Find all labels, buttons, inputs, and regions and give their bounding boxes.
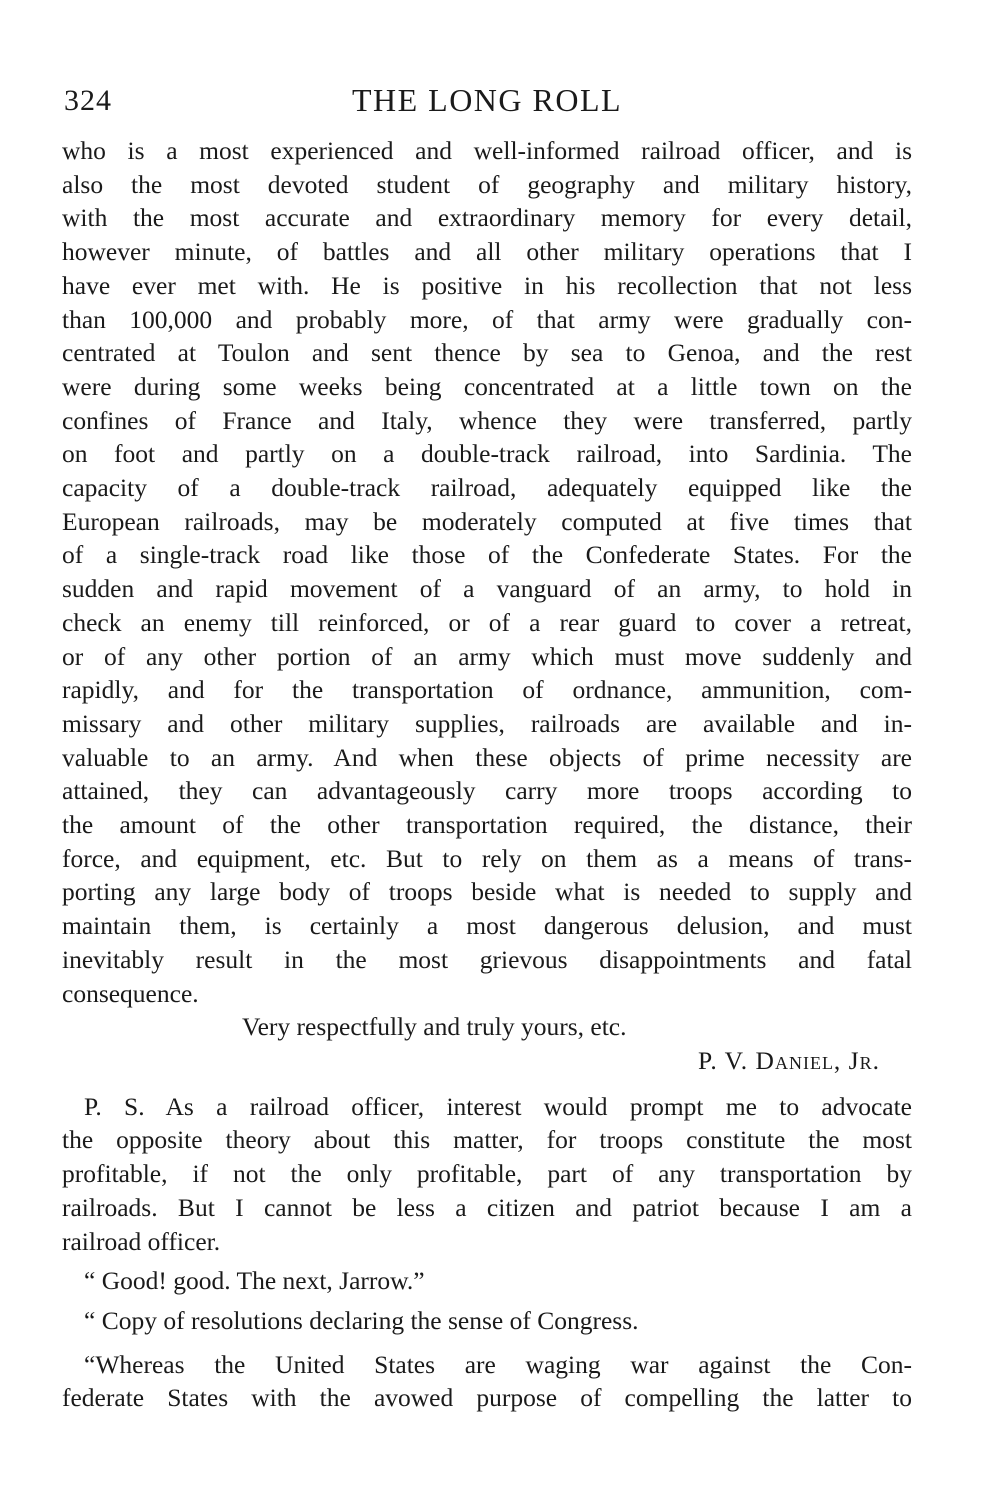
text-line: railroads. But I cannot be less a citizen and patriot because I am a bbox=[62, 1192, 912, 1222]
whereas-paragraph bbox=[62, 1348, 912, 1415]
page-header bbox=[62, 78, 912, 134]
book-page bbox=[62, 78, 912, 1415]
text-line: consequence. bbox=[62, 978, 199, 1008]
text-line: federate States with the avowed purpose of compelling the latter to bbox=[62, 1383, 912, 1413]
text-line: who is a most experienced and well-informed railroad officer, and is bbox=[62, 136, 912, 165]
text-line: force, and equipment, etc. But to rely on them as a means of trans- bbox=[62, 843, 912, 873]
letter-signature: P. V. Daniel, Jr. bbox=[698, 1045, 880, 1075]
letter-body bbox=[62, 134, 912, 1010]
text-line: however minute, of battles and all other military operations that I bbox=[62, 237, 912, 267]
text-line: have ever met with. He is positive in his recollection that not less bbox=[62, 270, 912, 300]
text-line: missary and other military supplies, railroads are available and in- bbox=[62, 708, 912, 738]
text-line: profitable, if not the only profitable, part of any transportation by bbox=[62, 1159, 912, 1189]
letter-closing: Very respectfully and truly yours, etc. bbox=[242, 1012, 627, 1042]
text-line: of a single-track road like those of the Confederate States. For the bbox=[62, 540, 912, 570]
text-line: the opposite theory about this matter, for troops constitute the most bbox=[62, 1125, 912, 1155]
dialogue-line: “ Copy of resolutions declaring the sense of Congress. bbox=[84, 1305, 639, 1335]
text-line: porting any large body of troops beside what is needed to supply and bbox=[62, 877, 912, 907]
text-line: on foot and partly on a double-track railroad, into Sardinia. The bbox=[62, 439, 912, 469]
text-line: P. S. As a railroad officer, interest would prompt me to advocate bbox=[84, 1091, 912, 1121]
text-line: or of any other portion of an army which must move suddenly and bbox=[62, 641, 912, 671]
text-line: confines of France and Italy, whence they were transferred, partly bbox=[62, 405, 912, 435]
text-line: with the most accurate and extraordinary memory for every detail, bbox=[62, 203, 912, 233]
running-title: THE LONG ROLL bbox=[351, 82, 623, 118]
text-line: sudden and rapid movement of a vanguard of an army, to hold in bbox=[62, 574, 912, 604]
text-line: were during some weeks being concentrated at a little town on the bbox=[62, 371, 912, 401]
text-line: inevitably result in the most grievous disappointments and fatal bbox=[62, 944, 912, 974]
page-number: 324 bbox=[64, 84, 112, 117]
text-line: maintain them, is certainly a most dangerous delusion, and must bbox=[62, 911, 912, 941]
text-line: valuable to an army. And when these objects of prime necessity are bbox=[62, 742, 912, 772]
text-line: “Whereas the United States are waging war against the Con- bbox=[84, 1349, 912, 1379]
text-line: capacity of a double-track railroad, adequately equipped like the bbox=[62, 473, 912, 503]
text-line: centrated at Toulon and sent thence by sea to Genoa, and the rest bbox=[62, 338, 912, 368]
postscript bbox=[62, 1090, 912, 1259]
text-line: attained, they can advantageously carry more troops according to bbox=[62, 776, 912, 806]
text-line: than 100,000 and probably more, of that army were gradually con- bbox=[62, 304, 912, 334]
text-line: railroad officer. bbox=[62, 1226, 221, 1256]
dialogue-line: “ Good! good. The next, Jarrow.” bbox=[84, 1266, 425, 1296]
text-line: the amount of the other transportation required, the distance, their bbox=[62, 810, 912, 840]
text-line: rapidly, and for the transportation of ordnance, ammunition, com- bbox=[62, 675, 912, 705]
text-line: also the most devoted student of geography and military history, bbox=[62, 169, 912, 199]
text-line: European railroads, may be moderately computed at five times that bbox=[62, 506, 912, 536]
text-line: check an enemy till reinforced, or of a rear guard to cover a retreat, bbox=[62, 607, 912, 637]
